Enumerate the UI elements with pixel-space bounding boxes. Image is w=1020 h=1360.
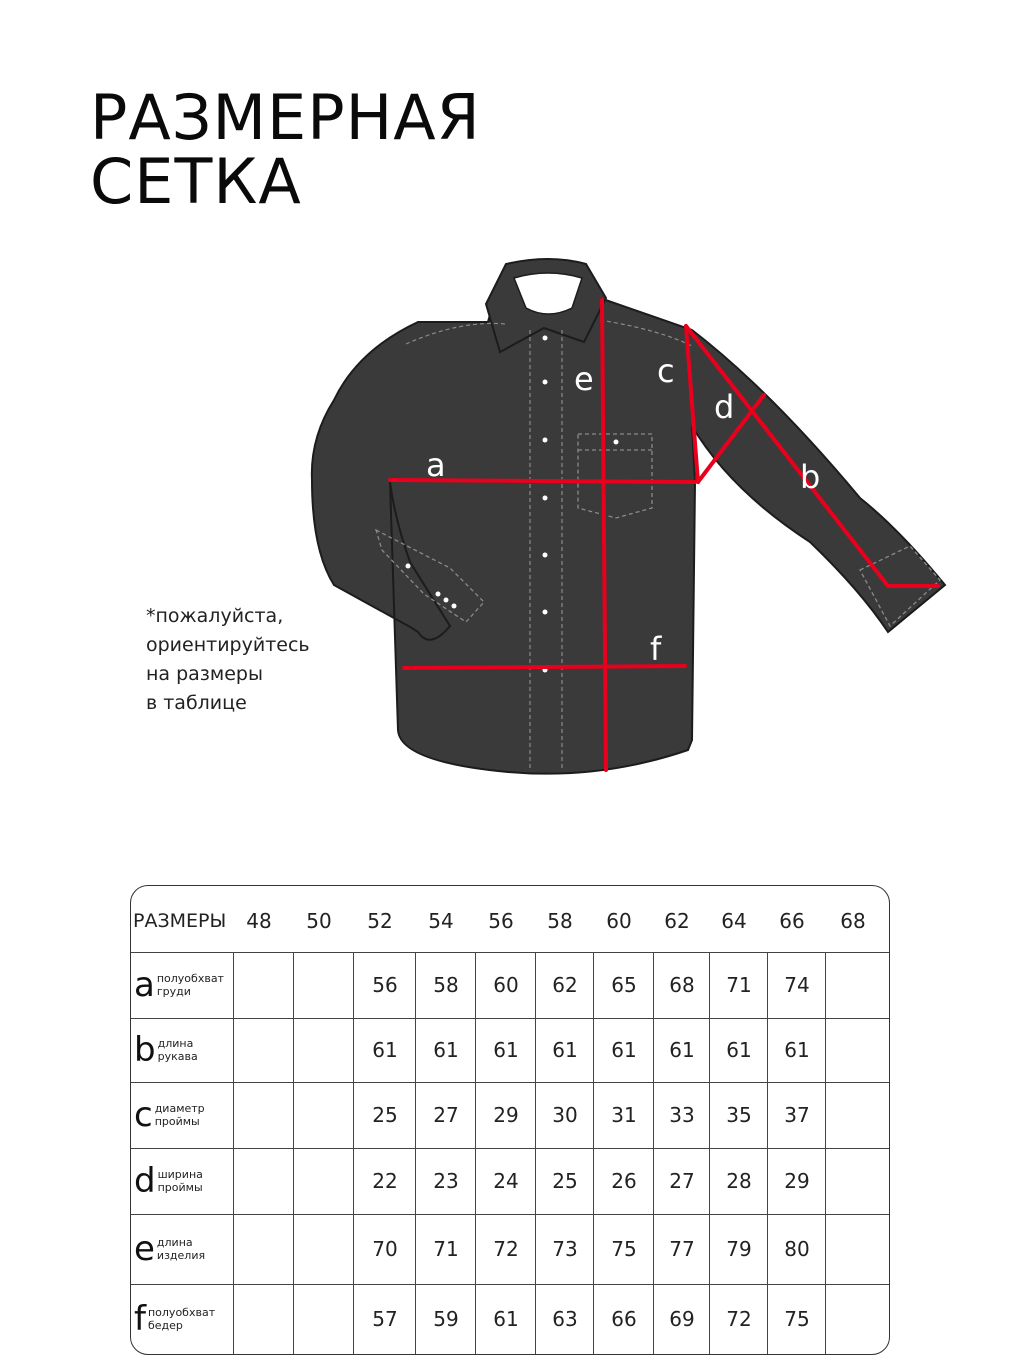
row-description (158, 1168, 203, 1194)
table-cell (825, 1018, 890, 1082)
table-cell: 61 (653, 1018, 710, 1082)
title-line-2: СЕТКА (90, 145, 302, 218)
note-line: в таблице (146, 692, 247, 714)
row-letter: f (134, 1299, 146, 1339)
note-line: ориентируйтесь (146, 634, 310, 656)
table-cell: 75 (767, 1284, 826, 1354)
table-cell: 74 (767, 952, 826, 1018)
row-description-line: проймы (157, 1181, 203, 1194)
table-cell: 73 (535, 1214, 594, 1284)
table-cell: 62 (535, 952, 594, 1018)
table-cell: 56 (353, 952, 416, 1018)
size-table (130, 885, 890, 1355)
size-header-52: 52 (367, 909, 393, 933)
table-cell: 25 (353, 1082, 416, 1148)
table-cell (825, 1214, 890, 1284)
table-cell: 61 (709, 1018, 768, 1082)
size-header-68: 68 (840, 909, 866, 933)
row-description-line: полуобхват (147, 1306, 216, 1319)
row-description-line: длина (157, 1037, 194, 1050)
table-cell: 61 (353, 1018, 416, 1082)
table-cell: 59 (415, 1284, 476, 1354)
table-cell: 79 (709, 1214, 768, 1284)
table-row-f (131, 1284, 889, 1354)
row-description (157, 972, 224, 998)
shirt-body (312, 292, 945, 774)
table-cell (825, 952, 890, 1018)
size-header-60: 60 (606, 909, 632, 933)
table-cell (233, 1018, 294, 1082)
row-letter: c (134, 1095, 153, 1135)
table-cell (825, 1148, 890, 1214)
size-header-62: 62 (664, 909, 690, 933)
measure-line-f (404, 666, 685, 668)
table-cell (825, 1284, 890, 1354)
row-description-line: груди (156, 985, 191, 998)
row-description (158, 1037, 198, 1063)
table-cell: 80 (767, 1214, 826, 1284)
table-cell: 24 (475, 1148, 536, 1214)
table-header-row (131, 886, 889, 953)
page-title (90, 81, 481, 218)
table-cell: 65 (593, 952, 654, 1018)
table-cell: 68 (653, 952, 710, 1018)
label-f: f (650, 630, 662, 668)
row-label (131, 1214, 233, 1284)
table-cell: 26 (593, 1148, 654, 1214)
row-label (131, 1148, 233, 1214)
table-cell: 29 (767, 1148, 826, 1214)
table-cell: 25 (535, 1148, 594, 1214)
table-row-d (131, 1148, 889, 1215)
title-line-1: РАЗМЕРНАЯ (90, 81, 481, 154)
row-label (131, 1018, 233, 1082)
label-c: c (657, 352, 675, 390)
table-cell: 61 (415, 1018, 476, 1082)
table-cell: 70 (353, 1214, 416, 1284)
size-header-48: 48 (246, 909, 272, 933)
row-letter: b (134, 1030, 156, 1070)
table-cell: 58 (415, 952, 476, 1018)
size-note (146, 602, 310, 718)
table-cell: 66 (593, 1284, 654, 1354)
table-cell (233, 1082, 294, 1148)
table-cell: 33 (653, 1082, 710, 1148)
row-description-line: длина (156, 1236, 193, 1249)
table-cell: 31 (593, 1082, 654, 1148)
table-cell (233, 952, 294, 1018)
table-cell: 71 (415, 1214, 476, 1284)
row-description (148, 1306, 215, 1332)
table-cell: 72 (709, 1284, 768, 1354)
table-cell: 61 (475, 1018, 536, 1082)
shirt-diagram (300, 250, 950, 780)
table-cell: 23 (415, 1148, 476, 1214)
size-header-56: 56 (488, 909, 514, 933)
row-description-line: рукава (157, 1050, 198, 1063)
label-b: b (800, 458, 821, 496)
size-header-50: 50 (306, 909, 332, 933)
table-cell (233, 1214, 294, 1284)
row-label (131, 1284, 233, 1354)
row-description-line: диаметр (154, 1102, 205, 1115)
row-label (131, 952, 233, 1018)
row-letter: a (134, 965, 155, 1005)
table-cell: 75 (593, 1214, 654, 1284)
table-cell: 60 (475, 952, 536, 1018)
row-description-line: бедер (147, 1319, 183, 1332)
table-cell: 27 (653, 1148, 710, 1214)
table-row-e (131, 1214, 889, 1285)
row-description-line: проймы (154, 1115, 200, 1128)
table-cell (233, 1284, 294, 1354)
table-cell (233, 1148, 294, 1214)
table-cell: 61 (475, 1284, 536, 1354)
table-cell (825, 1082, 890, 1148)
table-cell: 29 (475, 1082, 536, 1148)
table-cell: 30 (535, 1082, 594, 1148)
table-cell (293, 1018, 354, 1082)
header-label: РАЗМЕРЫ (133, 910, 227, 932)
row-letter: d (134, 1161, 156, 1201)
table-cell: 63 (535, 1284, 594, 1354)
row-description-line: полуобхват (156, 972, 224, 985)
table-row-a (131, 952, 889, 1019)
size-header-64: 64 (721, 909, 747, 933)
table-cell (293, 952, 354, 1018)
size-header-54: 54 (428, 909, 454, 933)
table-cell: 69 (653, 1284, 710, 1354)
table-row-c (131, 1082, 889, 1149)
table-cell: 22 (353, 1148, 416, 1214)
row-description-line: изделия (156, 1249, 206, 1262)
table-cell: 27 (415, 1082, 476, 1148)
size-header-66: 66 (779, 909, 805, 933)
table-cell: 61 (593, 1018, 654, 1082)
label-a: a (426, 446, 446, 484)
table-cell: 72 (475, 1214, 536, 1284)
row-label (131, 1082, 233, 1148)
note-line: *пожалуйста, (146, 605, 284, 627)
row-description (155, 1102, 205, 1128)
table-cell (293, 1214, 354, 1284)
table-cell: 35 (709, 1082, 768, 1148)
table-cell: 57 (353, 1284, 416, 1354)
table-cell: 61 (767, 1018, 826, 1082)
table-cell: 61 (535, 1018, 594, 1082)
table-cell: 77 (653, 1214, 710, 1284)
size-header-58: 58 (547, 909, 573, 933)
table-cell (293, 1148, 354, 1214)
table-cell: 28 (709, 1148, 768, 1214)
label-e: e (574, 360, 594, 398)
table-row-b (131, 1018, 889, 1083)
row-description (157, 1236, 205, 1262)
table-cell: 71 (709, 952, 768, 1018)
label-d: d (714, 388, 735, 426)
table-cell: 37 (767, 1082, 826, 1148)
table-cell (293, 1284, 354, 1354)
note-line: на размеры (146, 663, 263, 685)
table-cell (293, 1082, 354, 1148)
row-description-line: ширина (157, 1168, 203, 1181)
row-letter: e (134, 1229, 155, 1269)
